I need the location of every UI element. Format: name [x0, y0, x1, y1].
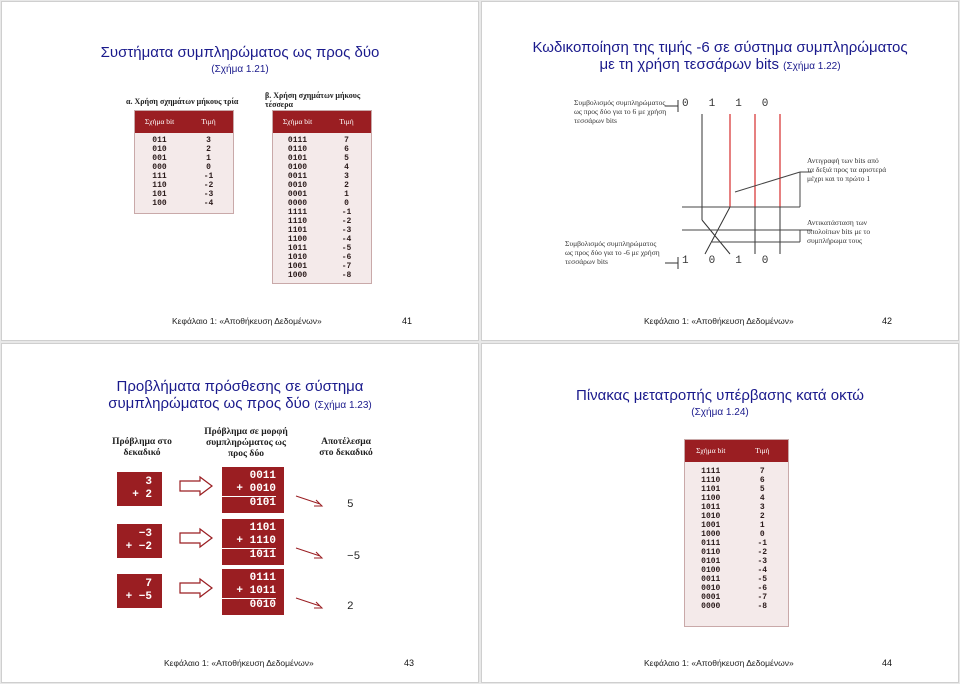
table-row — [273, 253, 371, 262]
title-line-2: με τη χρήση τεσσάρων bits — [599, 56, 779, 73]
value: -2 — [757, 548, 768, 557]
bit-pattern: 101 — [152, 190, 167, 199]
footer: Κεφάλαιο 1: «Αποθήκευση Δεδομένων» — [172, 316, 322, 326]
bit-pattern: 1010 — [287, 253, 308, 262]
bit-pattern: 1001 — [701, 521, 721, 530]
table-row — [273, 181, 371, 190]
value: -2 — [341, 217, 352, 226]
arrow-icon — [180, 529, 212, 547]
bit-pattern: 111 — [152, 172, 167, 181]
bit-pattern: 0101 — [701, 557, 721, 566]
title-line-2: συμπληρώματος ως προς δύο — [108, 395, 311, 412]
value: 3 — [344, 172, 349, 181]
bit-pattern: 1010 — [701, 512, 721, 521]
bin-sum: 0010 — [222, 598, 276, 612]
value: 0 — [344, 199, 349, 208]
value: -6 — [341, 253, 352, 262]
table-four-bit — [272, 110, 372, 284]
title-text: Πίνακας μετατροπής υπέρβασης κατά οκτώ — [576, 387, 864, 404]
bit-pattern: 0100 — [701, 566, 721, 575]
table-row — [273, 235, 371, 244]
value: -1 — [341, 208, 352, 217]
bit-pattern: 1011 — [701, 503, 721, 512]
value: -3 — [341, 226, 352, 235]
value: -4 — [203, 199, 214, 208]
value: 7 — [344, 136, 349, 145]
caption-a: α. Χρήση σχημάτων μήκους τρία — [126, 97, 239, 106]
table-row — [135, 136, 233, 145]
table-rows — [135, 133, 233, 208]
table-row — [135, 172, 233, 181]
table-rows — [685, 462, 788, 611]
bin-b: + 1011 — [236, 585, 276, 597]
value: -5 — [341, 244, 352, 253]
footer: Κεφάλαιο 1: «Αποθήκευση Δεδομένων» — [164, 658, 314, 668]
bit-pattern: 1000 — [287, 271, 308, 280]
bin-b: + 0010 — [236, 483, 276, 495]
bit-pattern: 0000 — [287, 199, 308, 208]
head-result: Αποτέλεσμα στο δεκαδικό — [319, 437, 373, 458]
bin-a: 0111 — [249, 572, 276, 584]
value: 2 — [344, 181, 349, 190]
table-row — [273, 172, 371, 181]
title-text: Συστήματα συμπληρώματος ως προς δύο — [100, 44, 380, 61]
replace-label: Αντικατάσταση των υπολοίπων bits με το συμπλήρωμα τους — [807, 218, 871, 245]
table-row — [685, 476, 788, 485]
dec-b: + −2 — [125, 541, 152, 553]
value: 1 — [759, 521, 765, 530]
table-row — [135, 163, 233, 172]
bottom-bits: 1010 — [682, 255, 789, 267]
bit-pattern: 1101 — [287, 226, 308, 235]
slide-43 — [1, 343, 479, 683]
value: 1 — [344, 190, 349, 199]
slide-41 — [1, 1, 479, 341]
table-row — [685, 593, 788, 602]
bit-pattern: 0110 — [701, 548, 721, 557]
copy-label — [807, 156, 887, 183]
bit-pattern: 1100 — [701, 494, 721, 503]
table-row — [685, 557, 788, 566]
table-row — [685, 566, 788, 575]
bit-pattern: 1000 — [701, 530, 721, 539]
table-header — [685, 440, 788, 462]
excess-eight-table — [684, 439, 789, 627]
slide-title — [482, 387, 958, 421]
table-row — [273, 244, 371, 253]
bit-pattern: 1100 — [287, 235, 308, 244]
table-row — [273, 262, 371, 271]
table-three-bit — [134, 110, 234, 214]
figure-ref: (Σχήμα 1.22) — [783, 61, 841, 72]
value: 5 — [344, 154, 349, 163]
bit-pattern: 010 — [152, 145, 167, 154]
arrow-icon — [296, 598, 322, 608]
dec-a: −3 — [138, 528, 152, 540]
bit-pattern: 0101 — [287, 154, 308, 163]
value: -8 — [341, 271, 352, 280]
col-pattern: Σχήμα bit — [144, 117, 175, 126]
table-row — [135, 181, 233, 190]
table-row — [273, 190, 371, 199]
value: -6 — [757, 584, 768, 593]
arrows — [2, 344, 480, 684]
bit-pattern: 1101 — [701, 485, 721, 494]
bit-pattern: 0110 — [287, 145, 308, 154]
col-value: Τιμή — [339, 117, 354, 126]
slide-44 — [481, 343, 959, 683]
bit-pattern: 1111 — [701, 467, 721, 476]
bit-pattern: 0001 — [287, 190, 308, 199]
result-value: 2 — [347, 601, 354, 613]
bin-a: 0011 — [249, 470, 276, 482]
value: 0 — [206, 163, 211, 172]
table-header — [273, 111, 371, 133]
value: -8 — [757, 602, 768, 611]
figure-ref: (Σχήμα 1.23) — [314, 400, 372, 411]
col-pattern: Σχήμα bit — [282, 117, 313, 126]
col-pattern: Σχήμα bit — [696, 446, 726, 455]
dec-a: 7 — [145, 578, 152, 590]
page-number: 43 — [404, 658, 415, 668]
table-header — [135, 111, 233, 133]
value: 4 — [759, 494, 765, 503]
value: -2 — [203, 181, 214, 190]
bin-b: + 1110 — [236, 535, 276, 547]
dec-b: + 2 — [132, 489, 152, 501]
bit-flow-diagram — [482, 2, 960, 342]
arrow-icon — [296, 548, 322, 558]
bit-pattern: 0111 — [287, 136, 308, 145]
bit-pattern: 1110 — [287, 217, 308, 226]
value: -4 — [757, 566, 768, 575]
page-number: 42 — [882, 316, 893, 326]
bit-pattern: 0111 — [701, 539, 721, 548]
table-rows — [273, 133, 371, 280]
page-number: 41 — [402, 316, 413, 326]
slide-title — [2, 44, 478, 78]
table-row — [273, 199, 371, 208]
table-row — [685, 602, 788, 611]
figure-ref: (Σχήμα 1.24) — [691, 407, 749, 418]
table-row — [685, 584, 788, 593]
bin-a: 1101 — [249, 522, 276, 534]
result-value: 5 — [347, 499, 354, 511]
bit-pattern: 0010 — [287, 181, 308, 190]
col-value: Τιμή — [201, 117, 216, 126]
value: 6 — [344, 145, 349, 154]
bit-pattern: 0000 — [701, 602, 721, 611]
title-line-1: Προβλήματα πρόσθεσης σε σύστημα — [116, 378, 364, 395]
figure-ref: (Σχήμα 1.21) — [211, 64, 269, 75]
arrow-icon — [180, 579, 212, 597]
table-row — [685, 575, 788, 584]
caption-b: β. Χρήση σχημάτων μήκους τέσσερα — [265, 91, 361, 109]
table-row — [273, 217, 371, 226]
col-value: Τιμή — [755, 446, 770, 455]
table-row — [685, 485, 788, 494]
value: 2 — [206, 145, 211, 154]
value: 3 — [759, 503, 765, 512]
arrow-icon — [180, 477, 212, 495]
table-row — [273, 145, 371, 154]
table-row — [273, 271, 371, 280]
dec-b: + −5 — [125, 591, 152, 603]
slide-42 — [481, 1, 959, 341]
table-row — [273, 226, 371, 235]
value: -7 — [341, 262, 352, 271]
value: 6 — [759, 476, 765, 485]
table-row — [685, 494, 788, 503]
bit-pattern: 110 — [152, 181, 167, 190]
arrow-icon — [296, 496, 322, 506]
value: -5 — [757, 575, 768, 584]
bit-pattern: 1011 — [287, 244, 308, 253]
bit-pattern: 000 — [152, 163, 167, 172]
bit-pattern: 1001 — [287, 262, 308, 271]
table-row — [273, 208, 371, 217]
result-value: −5 — [347, 551, 361, 563]
bit-pattern: 0011 — [287, 172, 308, 181]
dec-a: 3 — [145, 476, 152, 488]
bit-pattern: 100 — [152, 199, 167, 208]
table-row — [135, 190, 233, 199]
table-row — [685, 467, 788, 476]
page-number: 44 — [882, 658, 893, 668]
top-label: Συμβολισμός συμπληρώματος ως προς δύο για το 6 με χρήση τεσσάρων bits — [574, 98, 667, 125]
head-twos: Πρόβλημα σε μορφή συμπληρώματος ως προς δύο — [204, 427, 288, 459]
value: 1 — [206, 154, 211, 163]
value: 7 — [759, 467, 765, 476]
value: -7 — [757, 593, 768, 602]
table-row — [685, 512, 788, 521]
bit-pattern: 011 — [152, 136, 167, 145]
table-row — [685, 539, 788, 548]
table-row — [685, 530, 788, 539]
table-row — [273, 163, 371, 172]
bit-pattern: 001 — [152, 154, 167, 163]
head-decimal: Πρόβλημα στο δεκαδικό — [112, 437, 172, 458]
copy-label-text: Αντιγραφή των bits από τα δεξιά προς τα αριστερά μέχρι και το πρώτο 1 — [807, 156, 887, 183]
footer: Κεφάλαιο 1: «Αποθήκευση Δεδομένων» — [644, 316, 794, 326]
bin-sum: 1011 — [222, 548, 276, 562]
bin-sum: 0101 — [222, 496, 276, 510]
value: -1 — [757, 539, 768, 548]
bit-pattern: 0010 — [701, 584, 721, 593]
bit-pattern: 0011 — [701, 575, 721, 584]
value: -4 — [341, 235, 352, 244]
value: 0 — [759, 530, 765, 539]
table-row — [135, 199, 233, 208]
table-row — [135, 145, 233, 154]
table-row — [135, 154, 233, 163]
bit-pattern: 1110 — [701, 476, 721, 485]
value: 2 — [759, 512, 765, 521]
footer: Κεφάλαιο 1: «Αποθήκευση Δεδομένων» — [644, 658, 794, 668]
table-row — [685, 521, 788, 530]
table-row — [273, 154, 371, 163]
table-row — [685, 548, 788, 557]
bottom-label: Συμβολισμός συμπληρώματος ως προς δύο για το -6 με χρήση τεσσάρων bits — [565, 239, 660, 266]
value: 4 — [344, 163, 349, 172]
value: -3 — [203, 190, 214, 199]
value: -3 — [757, 557, 768, 566]
top-bits: 0110 — [682, 98, 789, 110]
value: 5 — [759, 485, 765, 494]
value: -1 — [203, 172, 214, 181]
value: 3 — [206, 136, 211, 145]
table-row — [685, 503, 788, 512]
bit-pattern: 0100 — [287, 163, 308, 172]
table-row — [273, 136, 371, 145]
bit-pattern: 0001 — [701, 593, 721, 602]
title-line-1: Κωδικοποίηση της τιμής -6 σε σύστημα συμπληρώματος — [532, 39, 908, 56]
bit-pattern: 1111 — [287, 208, 308, 217]
